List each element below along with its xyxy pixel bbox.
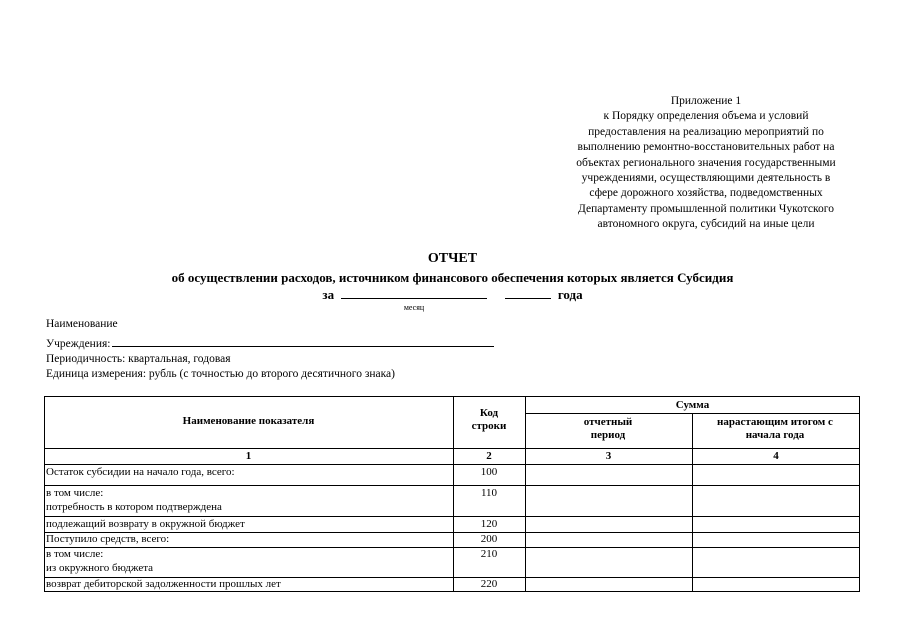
report-period-line bbox=[0, 286, 905, 303]
table-row-code: 220 bbox=[480, 578, 498, 590]
row-divider bbox=[44, 485, 860, 486]
appendix-line: сфере дорожного хозяйства, подведомственных bbox=[589, 187, 823, 200]
header-cumulative: нарастающим итогом с начала года bbox=[717, 416, 833, 441]
period-prefix: за bbox=[322, 287, 335, 302]
month-blank-field[interactable] bbox=[341, 286, 487, 299]
report-table bbox=[44, 396, 860, 592]
column-number: 4 bbox=[773, 450, 779, 462]
table-row-code: 100 bbox=[480, 466, 498, 478]
institution-label: Учреждения: bbox=[46, 338, 111, 350]
header-sum: Сумма bbox=[675, 399, 710, 411]
appendix-line: выполнению ремонтно-восстановительных работ на bbox=[577, 141, 835, 154]
header-divider bbox=[44, 448, 860, 449]
appendix-line: объектах регионального значения государственными bbox=[576, 156, 836, 169]
year-blank-field[interactable] bbox=[505, 286, 551, 299]
table-row-label: в том числе: bbox=[46, 548, 104, 560]
table-row-code: 110 bbox=[480, 487, 498, 499]
column-divider bbox=[525, 396, 526, 592]
table-row-code: 210 bbox=[480, 548, 498, 560]
column-divider bbox=[692, 413, 693, 592]
appendix-block bbox=[546, 94, 866, 233]
table-row-label: из окружного бюджета bbox=[46, 562, 154, 574]
table-row-label: потребность в котором подтверждена bbox=[46, 501, 222, 513]
appendix-line: Приложение 1 bbox=[670, 95, 742, 107]
table-row-label: возврат дебиторской задолженности прошлых лет bbox=[46, 578, 281, 590]
table-row-label: подлежащий возврату в окружной бюджет bbox=[46, 518, 245, 530]
report-title: ОТЧЕТ bbox=[427, 251, 478, 266]
period-suffix: года bbox=[557, 287, 583, 302]
institution-row bbox=[46, 335, 494, 351]
row-divider bbox=[44, 547, 860, 548]
header-indicator-name: Наименование показателя bbox=[182, 415, 315, 427]
table-row-code: 120 bbox=[480, 518, 498, 530]
table-row-label: Поступило средств, всего: bbox=[46, 533, 170, 545]
column-number: 2 bbox=[486, 450, 492, 462]
header-reporting-period: отчетный период bbox=[583, 416, 633, 441]
table-row-code: 200 bbox=[480, 533, 498, 545]
table-border-right bbox=[859, 396, 860, 592]
column-number: 3 bbox=[605, 450, 612, 462]
header-row-code: Код строки bbox=[471, 407, 507, 432]
month-caption: месяц bbox=[403, 303, 425, 312]
appendix-line: автономного округа, субсидий на иные цели bbox=[597, 218, 815, 231]
appendix-line: предоставления на реализацию мероприятий по bbox=[588, 125, 824, 138]
name-label: Наименование bbox=[46, 318, 118, 330]
table-border-top bbox=[44, 396, 860, 397]
report-subtitle: об осуществлении расходов, источником финансового обеспечения которых является Субсидия bbox=[171, 270, 734, 285]
institution-blank-field[interactable] bbox=[112, 335, 494, 347]
appendix-line: учреждениями, осуществляющими деятельность в bbox=[581, 172, 831, 185]
unit-text: Единица измерения: рубль (с точностью до второго десятичного знака) bbox=[46, 368, 395, 380]
periodicity-text: Периодичность: квартальная, годовая bbox=[46, 353, 231, 365]
appendix-line: Департаменту промышленной политики Чукотского bbox=[578, 202, 834, 215]
table-row-label: Остаток субсидии на начало года, всего: bbox=[46, 466, 235, 478]
table-row-label: в том числе: bbox=[46, 487, 104, 499]
appendix-line: к Порядку определения объема и условий bbox=[603, 110, 809, 123]
column-number: 1 bbox=[245, 450, 252, 462]
